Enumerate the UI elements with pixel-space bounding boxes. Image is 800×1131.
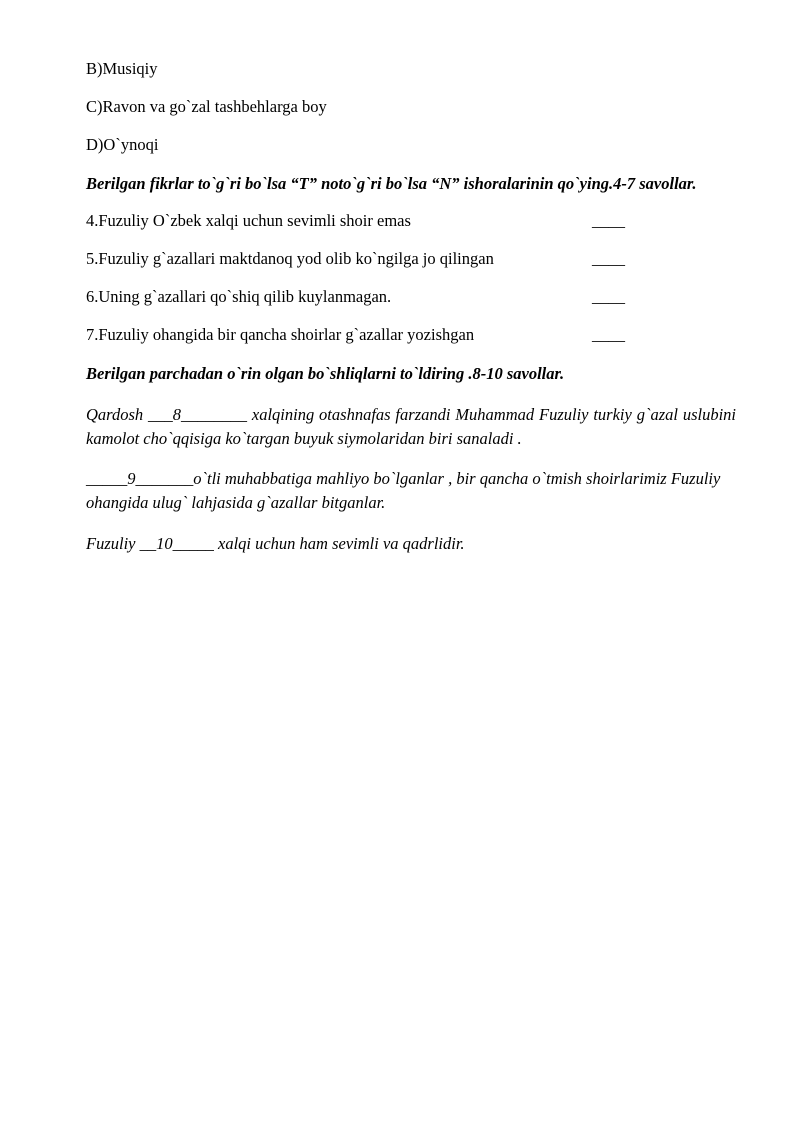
section-heading-true-false: Berilgan fikrlar to`g`ri bo`lsa “T” noto`g`ri bo`lsa “N” ishoralarinin qo`ying.4-7 savollar. bbox=[86, 174, 697, 193]
paragraph-question-10: Fuzuliy __10_____ xalqi uchun ham sevimli va qadrlidir. bbox=[86, 533, 465, 553]
answer-blank: ____ bbox=[592, 249, 625, 268]
question-text: 7.Fuzuliy ohangida bir qancha shoirlar g`azallar yozishgan bbox=[86, 325, 475, 344]
question-5 bbox=[86, 248, 736, 270]
question-7 bbox=[86, 324, 736, 346]
option-b: B)Musiqiy bbox=[86, 59, 158, 78]
question-4 bbox=[86, 210, 736, 232]
section-heading-fill-blanks: Berilgan parchadan o`rin olgan bo`shliqlarni to`ldiring .8-10 savollar. bbox=[86, 364, 565, 383]
paragraph-question-8: Qardosh ___8________ xalqining otashnafas farzandi Muhammad Fuzuliy turkiy g`azal uslubini kamolot cho`qqisiga ko`targan buyuk siymolaridan biri sanaladi . bbox=[86, 404, 736, 448]
document-page bbox=[86, 58, 736, 568]
question-text: 5.Fuzuliy g`azallari maktdanoq yod olib ko`ngilga jo qilingan bbox=[86, 249, 494, 268]
answer-blank: ____ bbox=[592, 325, 625, 344]
option-c: C)Ravon va go`zal tashbehlarga boy bbox=[86, 97, 327, 116]
answer-blank: ____ bbox=[592, 211, 625, 230]
question-text: 4.Fuzuliy O`zbek xalqi uchun sevimli shoir emas bbox=[86, 211, 411, 230]
paragraph-question-9: _____9_______o`tli muhabbatiga mahliyo bo`lganlar , bir qancha o`tmish shoirlarimiz Fuzuliy ohangida ulug` lahjasida g`azallar bitganlar. bbox=[86, 469, 721, 512]
option-d: D)O`ynoqi bbox=[86, 135, 159, 154]
answer-blank: ____ bbox=[592, 287, 625, 306]
question-6 bbox=[86, 286, 736, 308]
question-text: 6.Uning g`azallari qo`shiq qilib kuylanmagan. bbox=[86, 287, 392, 306]
